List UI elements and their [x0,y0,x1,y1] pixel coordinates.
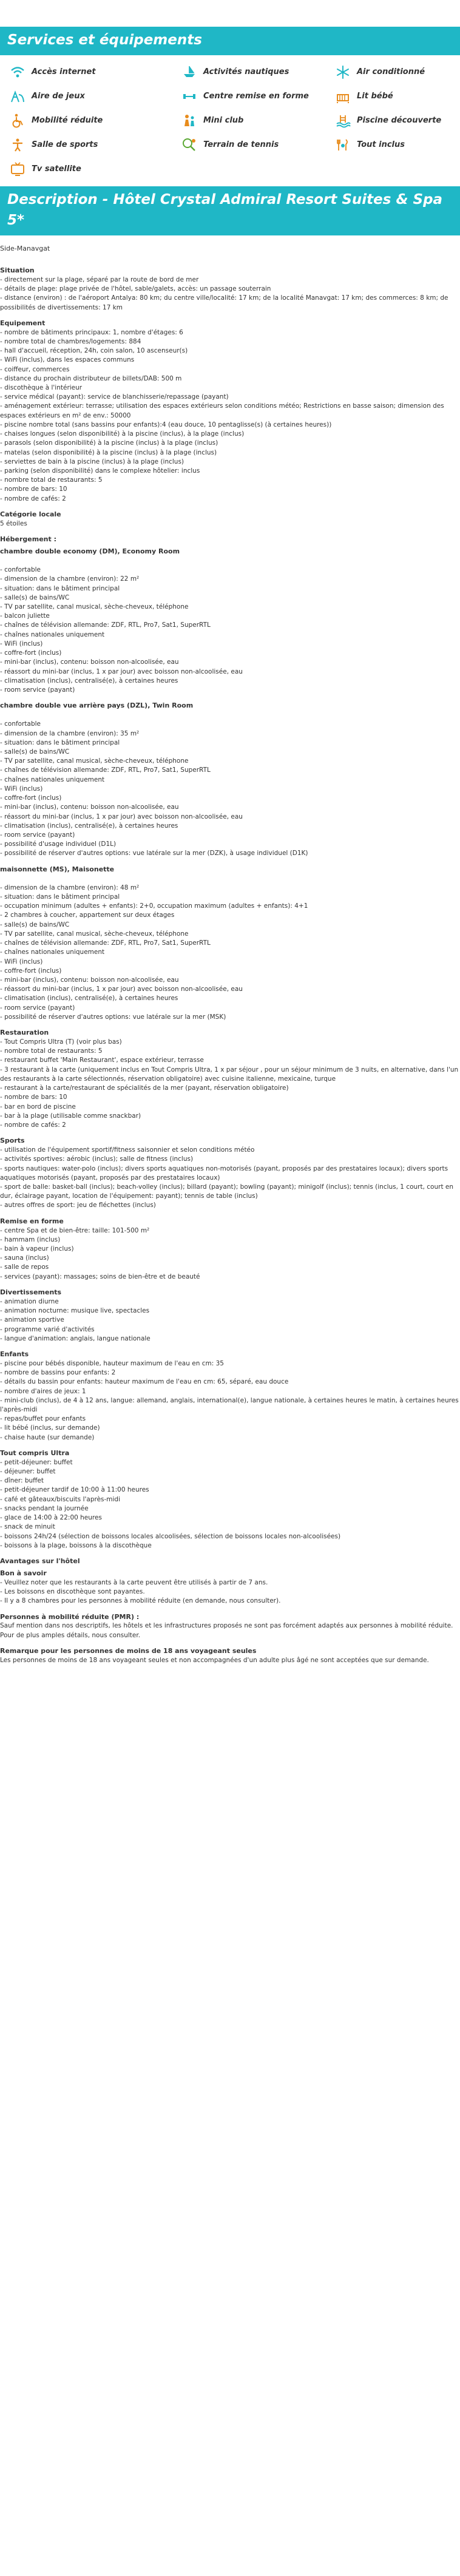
services-banner: Services et équipements [0,27,460,55]
section-heading: Equipement [0,319,46,327]
wheelchair-icon [8,112,27,130]
description-section [0,1288,460,1344]
section-line: - chaînes de télévision allemande: ZDF, RTL, Pro7, Sat1, SuperRTL [0,621,211,629]
section-line: - chaînes nationales uniquement [0,948,105,956]
service-item [180,63,334,82]
service-label: Salle de sports [32,140,98,149]
crib-icon [334,87,352,106]
section-line: - mini-bar (inclus), contenu: boisson non-alcoolisée, eau [0,658,179,666]
section-line: - room service (payant) [0,686,75,694]
section-line: - détails de plage: plage privée de l'hôtel, sable/galets, accès: un passage souterrain [0,285,271,293]
section-line: - utilisation de l'équipement sportif/fitness saisonnier et selon conditions météo [0,1146,255,1154]
section-line: - serviettes de bain à la piscine (inclus) à la plage (inclus) [0,458,184,465]
dumbbell-icon [180,87,198,106]
section-line: - dimension de la chambre (environ): 35 m² [0,729,140,737]
section-line: - 2 chambres à coucher, appartement sur deux étages [0,911,175,919]
section-line: - chaise haute (sur demande) [0,1433,95,1441]
section-line: - room service (payant) [0,1004,75,1012]
section-line: Sauf mention dans nos descriptifs, les hôtels et les infrastructures proposés ne sont pas forcément adaptés aux personnes à mobilité réduite. Pour de plus amples détails, nous consulter. [0,1622,453,1639]
section-line: - chaînes de télévision allemande: ZDF, RTL, Pro7, Sat1, SuperRTL [0,766,211,774]
section-heading: Tout compris Ultra [0,1449,70,1457]
section-line: - boissons à la plage, boissons à la discothèque [0,1541,152,1549]
section-line: - 3 restaurant à la carte (uniquement inclus en Tout Compris Ultra, 1 x par séjour , pour un séjour minimum de 3 nuits, en alternative, dans l'un des restaurants à la carte sélectionnés, réservation obligatoire) avec cuisine italienne, mexicaine, turque [0,1066,459,1083]
service-item [334,87,460,106]
section-line: - possibilité d'usage individuel (D1L) [0,840,117,848]
section-heading: Avantages sur l'hôtel [0,1557,80,1565]
section-line: - parking (selon disponibilité) dans le complexe hôtelier: inclus [0,467,200,475]
description-section [0,1646,460,1665]
section-line [0,711,460,720]
section-line: - situation: dans le bâtiment principal [0,739,120,746]
services-grid [0,55,460,186]
section-heading: Catégorie locale [0,510,61,518]
section-line [0,874,460,884]
section-line: - Il y a 8 chambres pour les personnes à mobilité réduite (en demande, nous consulter). [0,1597,281,1605]
description-body [0,235,460,1683]
section-line: - possibilité de réserver d'autres options: vue latérale sur la mer (DZK), à usage individuel (D1K) [0,850,308,857]
service-item [334,63,460,82]
service-label: Centre remise en forme [203,91,309,101]
description-section [0,510,460,529]
section-line: - TV par satellite, canal musical, sèche-cheveux, téléphone [0,930,189,938]
service-item [180,87,334,106]
section-line: - animation diurne [0,1297,59,1305]
section-line: - nombre total de restaurants: 5 [0,1047,103,1055]
section-line: - aménagement extérieur: terrasse; utilisation des espaces extérieurs selon conditions météo; Restrictions en basse saison; dimension des espaces extérieurs en m² de env.: 50000 [0,402,444,419]
description-section [0,1449,460,1550]
section-line: - Les boissons en discothèque sont payantes. [0,1588,145,1596]
section-line: - glace de 14:00 à 22:00 heures [0,1514,102,1522]
section-line: 5 étoiles [0,519,27,527]
section-heading: Bon à savoir [0,1569,47,1577]
section-line: - nombre de cafés: 2 [0,495,66,502]
description-section [0,1350,460,1442]
section-heading: Sports [0,1137,25,1145]
section-line: - nombre total de restaurants: 5 [0,476,103,484]
description-section [0,266,460,313]
playground-icon [8,87,27,106]
section-line: - salle(s) de bains/WC [0,921,70,928]
description-section [0,535,460,544]
section-line: - salle(s) de bains/WC [0,593,70,601]
section-line: - piscine pour bébés disponible, hauteur maximum de l'eau en cm: 35 [0,1359,224,1367]
section-line: - nombre de cafés: 2 [0,1121,66,1129]
section-line: - Tout Compris Ultra (T) (voir plus bas) [0,1038,122,1046]
service-item [8,111,180,130]
section-line: - détails du bassin pour enfants: hauteur maximum de l'eau en cm: 65, séparé, eau douce [0,1378,289,1386]
section-line: - service médical (payant): service de blanchisserie/repassage (payant) [0,393,229,401]
section-line: - salle(s) de bains/WC [0,748,70,756]
section-line: - bar en bord de piscine [0,1103,76,1111]
section-line: - snack de minuit [0,1523,55,1531]
section-heading: chambre double economy (DM), Economy Room [0,547,180,555]
section-line: - discothèque à l'intérieur [0,384,83,392]
description-section [0,1569,460,1606]
section-line: - coiffeur, commerces [0,365,70,373]
section-line: - bain à vapeur (inclus) [0,1245,74,1253]
section-heading: Hébergement : [0,535,57,544]
section-line: - nombre de bars: 10 [0,485,67,493]
service-item [8,160,180,179]
section-line: - dîner: buffet [0,1477,44,1485]
section-line: - dimension de la chambre (environ): 22 m² [0,575,140,583]
section-line: - climatisation (inclus), centralisé(e), à certaines heures [0,677,178,685]
tv-icon [8,160,27,178]
section-line: - dimension de la chambre (environ): 48 m² [0,884,140,891]
section-line: - parasols (selon disponibilité) à la piscine (inclus) à la plage (inclus) [0,439,218,447]
section-line: - WiFi (inclus) [0,640,43,647]
description-section [0,1136,460,1210]
section-line: - bar à la plage (utilisable comme snackbar) [0,1112,141,1120]
section-line: - sport de balle: basket-ball (inclus); beach-volley (inclus); billard (payant); bowling (payant); minigolf (inclus); tennis (inclus, 1 court, court en dur, éclairage payant, location de l'équipement: payant); tennis de table (inclus) [0,1183,454,1200]
section-line: - mini-bar (inclus), contenu: boisson non-alcoolisée, eau [0,976,179,984]
section-line: - chaînes nationales uniquement [0,776,105,783]
section-line: - nombre de bâtiments principaux: 1, nombre d'étages: 6 [0,328,183,336]
section-line: - services (payant): massages; soins de bien-être et de beauté [0,1273,200,1280]
section-heading: Situation [0,266,35,274]
service-label: Lit bébé [357,91,393,101]
service-label: Mobilité réduite [32,115,103,125]
kids-icon [180,112,198,130]
description-section [0,547,460,695]
section-line: - animation sportive [0,1316,64,1324]
section-line: - coffre-fort (inclus) [0,794,62,802]
section-line: - restaurant à la carte/restaurant de spécialités de la mer (payant, réservation obligatoire) [0,1084,289,1092]
section-line: - nombre total de chambres/logements: 884 [0,337,141,345]
section-heading: Enfants [0,1350,29,1358]
section-line: - sauna (inclus) [0,1254,49,1262]
section-heading: Remarque pour les personnes de moins de 18 ans voyageant seules [0,1646,257,1655]
service-item [180,135,334,155]
section-line: - mini-bar (inclus), contenu: boisson non-alcoolisée, eau [0,803,179,811]
section-line: - possibilité de réserver d'autres options: vue latérale sur la mer (MSK) [0,1013,226,1021]
section-heading: Divertissements [0,1288,62,1296]
section-line: - repas/buffet pour enfants [0,1415,86,1423]
section-line: - climatisation (inclus), centralisé(e), à certaines heures [0,822,178,830]
service-item [8,63,180,82]
section-line: - nombre d'aires de jeux: 1 [0,1387,86,1395]
section-line: - climatisation (inclus), centralisé(e), à certaines heures [0,995,178,1002]
section-line: - hall d'accueil, réception, 24h, coin salon, 10 ascenseur(s) [0,347,188,355]
section-line: - réassort du mini-bar (inclus, 1 x par jour) avec boisson non-alcoolisée, eau [0,668,243,675]
description-section [0,1217,460,1282]
section-line: - autres offres de sport: jeu de fléchettes (inclus) [0,1202,156,1209]
section-line: - room service (payant) [0,831,75,839]
section-line: - salle de repos [0,1263,49,1271]
section-line: - distance du prochain distributeur de billets/DAB: 500 m [0,374,182,382]
service-item [334,135,460,155]
section-line: - déjeuner: buffet [0,1468,56,1475]
section-line: - confortable [0,720,41,728]
section-line: - café et gâteaux/biscuits l'après-midi [0,1495,121,1503]
section-line: - programme varié d'activités [0,1325,95,1333]
section-line: - mini-club (inclus), de 4 à 12 ans, langue: allemand, anglais, international(e), langue nationale, à certaines heures le matin, à certaines heures l'après-midi [0,1396,459,1413]
section-line: - distance (environ) : de l'aéroport Antalya: 80 km; du centre ville/localité: 17 km; de la localité Manavgat: 17 km; des commerces: 8 km; de possibilités de divertissements: 17 km [0,294,448,311]
section-line: - lit bébé (inclus, sur demande) [0,1424,100,1432]
service-item [8,87,180,106]
section-heading: Personnes à mobilité réduite (PMR) : [0,1612,140,1621]
section-heading: maisonnette (MS), Maisonette [0,865,115,873]
section-line: - situation: dans le bâtiment principal [0,584,120,592]
description-section [0,1612,460,1640]
section-line: - restaurant buffet 'Main Restaurant', espace extérieur, terrasse [0,1056,204,1064]
service-label: Accès internet [32,67,96,76]
section-line: - coffre-fort (inclus) [0,649,62,657]
section-heading: Remise en forme [0,1217,64,1225]
description-banner: Description - Hôtel Crystal Admiral Resort Suites & Spa 5* [0,186,460,235]
service-item [180,111,334,130]
section-line: - situation: dans le bâtiment principal [0,893,120,901]
service-item [334,111,460,130]
section-line: - TV par satellite, canal musical, sèche-cheveux, téléphone [0,603,189,610]
section-line: - confortable [0,566,41,574]
section-line: - balcon juliette [0,612,50,620]
section-line: - TV par satellite, canal musical, sèche-cheveux, téléphone [0,757,189,765]
section-line: Les personnes de moins de 18 ans voyageant seules et non accompagnées d'un adulte plus âgé ne sont acceptées que sur demande. [0,1656,429,1664]
section-line: - WiFi (inclus) [0,958,43,965]
section-line: - langue d'animation: anglais, langue nationale [0,1334,151,1342]
service-item [8,135,180,155]
description-section [0,1557,460,1566]
pool-icon [334,112,352,130]
section-line: - boissons 24h/24 (sélection de boissons locales alcoolisées, sélection de boissons locales non-alcoolisées) [0,1532,341,1540]
boat-icon [180,63,198,81]
section-line: - animation nocturne: musique live, spectacles [0,1307,150,1315]
section-line: - hammam (inclus) [0,1236,61,1243]
service-label: Mini club [203,115,244,125]
section-line: - nombre de bars: 10 [0,1094,67,1101]
section-line: - réassort du mini-bar (inclus, 1 x par jour) avec boisson non-alcoolisée, eau [0,813,243,820]
section-line: - WiFi (inclus), dans les espaces communs [0,356,135,364]
section-line: - chaînes nationales uniquement [0,630,105,638]
description-section [0,701,460,858]
section-line: - Veuillez noter que les restaurants à la carte peuvent être utilisés à partir de 7 ans. [0,1578,268,1586]
gym-icon [8,136,27,154]
snowflake-icon [334,63,352,81]
service-label: Activités nautiques [203,67,289,76]
service-label: Tv satellite [32,164,81,174]
section-line: - occupation minimum (adultes + enfants): 2+0, occupation maximum (adultes + enfants): 4+1 [0,902,308,910]
section-line: - chaises longues (selon disponibilité) à la piscine (inclus), à la plage (inclus) [0,430,245,438]
section-line: - chaînes de télévision allemande: ZDF, RTL, Pro7, Sat1, SuperRTL [0,939,211,947]
wifi-icon [8,63,27,81]
section-heading: Restauration [0,1029,49,1037]
service-label: Tout inclus [357,140,405,149]
section-line: - activités sportives: aérobic (inclus); salle de fitness (inclus) [0,1155,194,1163]
service-label: Aire de jeux [32,91,85,101]
service-label: Air conditionné [357,67,425,76]
section-line [0,556,460,566]
service-label: Terrain de tennis [203,140,279,149]
description-section [0,319,460,504]
tennis-icon [180,136,198,154]
section-line: - snacks pendant la journée [0,1504,89,1512]
section-line: - sports nautiques: water-polo (inclus); divers sports aquatiques non-motorisés (payant, proposés par des prestataires locaux); divers sports aquatiques motorisés (payant, proposés par des prestataires locaux) [0,1165,448,1182]
section-line: - WiFi (inclus) [0,785,43,793]
section-line: - petit-déjeuner tardif de 10:00 à 11:00 heures [0,1486,149,1494]
section-line: - nombre de bassins pour enfants: 2 [0,1369,116,1377]
service-label: Piscine découverte [357,115,442,125]
section-line: - réassort du mini-bar (inclus, 1 x par jour) avec boisson non-alcoolisée, eau [0,985,243,993]
all-inclusive-icon [334,136,352,154]
section-heading: chambre double vue arrière pays (DZL), Twin Room [0,701,194,710]
section-line: - piscine nombre total (sans bassins pour enfants):4 (eau douce, 10 pentaglisse(s) (à certaines heures)) [0,421,332,428]
section-line: - matelas (selon disponibilité) à la piscine (inclus) à la plage (inclus) [0,448,217,456]
section-line: - centre Spa et de bien-être: taille: 101-500 m² [0,1226,150,1234]
description-section [0,1028,460,1130]
location-text: Side-Manavgat [0,245,50,253]
description-section [0,865,460,1022]
section-line: - petit-déjeuner: buffet [0,1458,73,1466]
section-line: - directement sur la plage, séparé par la route de bord de mer [0,276,199,283]
section-line: - coffre-fort (inclus) [0,967,62,975]
